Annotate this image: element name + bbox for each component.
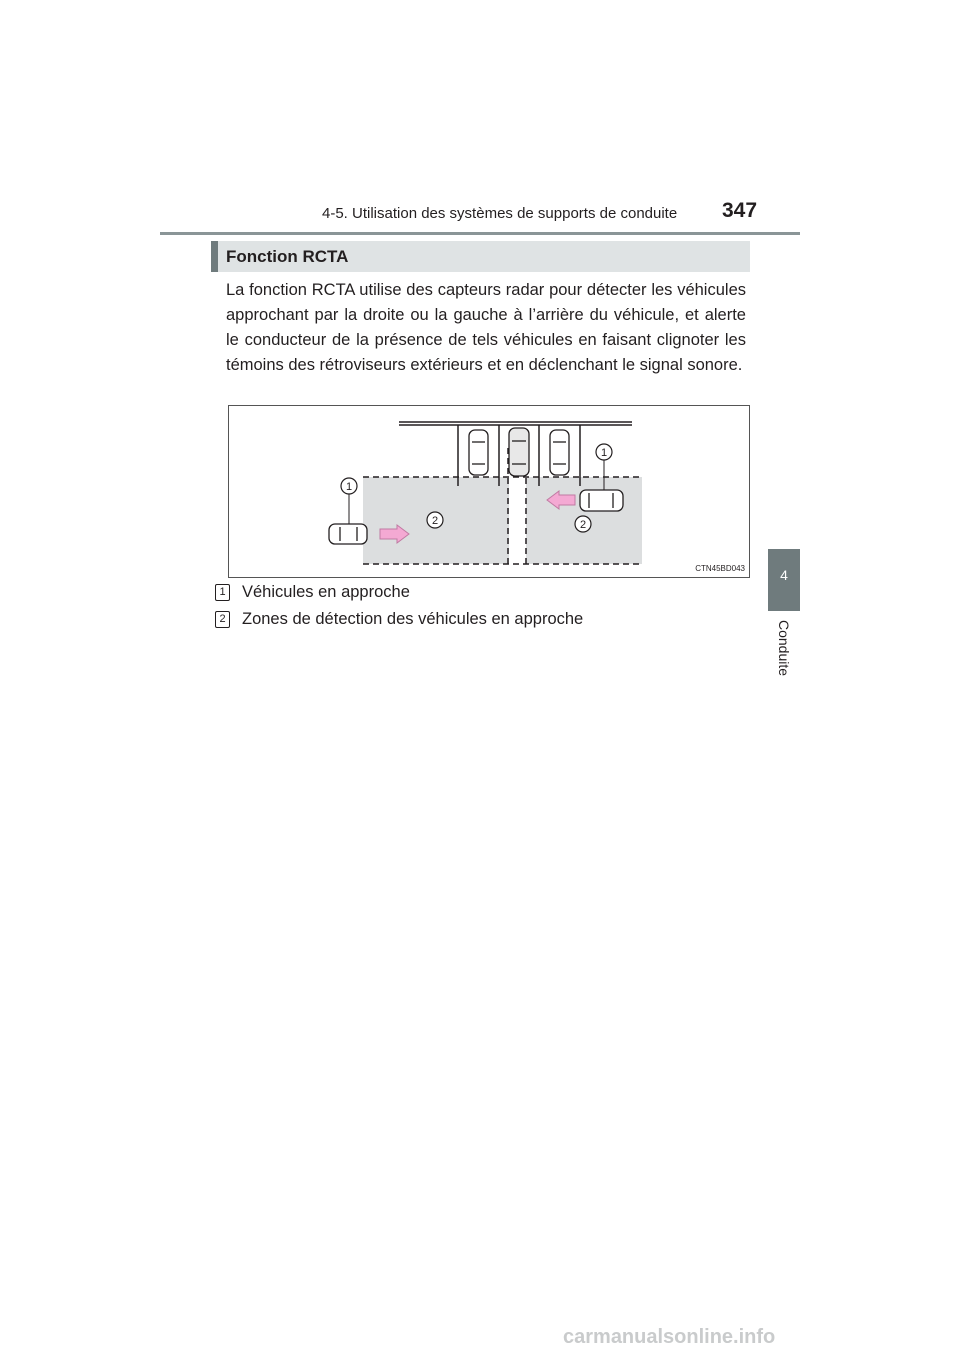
- chapter-tab[interactable]: [768, 549, 800, 611]
- legend-text: Zones de détection des véhicules en approche: [242, 610, 584, 628]
- parked-car: [550, 430, 569, 475]
- chapter-tab-label: Conduite: [776, 619, 792, 677]
- callout-label: 2: [579, 519, 587, 531]
- legend-number: 1: [215, 584, 230, 601]
- callout-label: 2: [431, 515, 439, 527]
- running-header: 4-5. Utilisation des systèmes de supports de conduite: [322, 205, 678, 222]
- parked-car: [509, 428, 529, 476]
- section-body: La fonction RCTA utilise des capteurs radar pour détecter les véhicules approchant par la droite ou la gauche à l’arrière du véhicule, et alerte le conducteur de la présence de tels véhicules en faisant clignoter les témoins des rétroviseurs extérieurs et en déclenchant le signal sonore.: [226, 281, 746, 374]
- legend-number: 2: [215, 611, 230, 628]
- watermark: carmanualsonline.info: [563, 1326, 776, 1348]
- figure-code: CTN45BD043: [695, 564, 745, 573]
- rcta-diagram: [229, 406, 749, 577]
- legend-text: Véhicules en approche: [242, 583, 410, 601]
- rcta-figure: [228, 405, 750, 578]
- callout-label: 1: [345, 481, 353, 493]
- approaching-car-left: [329, 524, 367, 544]
- page-number: 347: [722, 199, 758, 222]
- chapter-tab-number: 4: [780, 567, 788, 583]
- section-title: Fonction RCTA: [226, 247, 349, 266]
- section-heading-bar: [211, 241, 750, 272]
- section-heading-accent: [211, 241, 218, 272]
- parked-car: [469, 430, 488, 475]
- callout-label: 1: [600, 447, 608, 459]
- parked-cars: [469, 428, 569, 476]
- header-rule: [160, 232, 800, 235]
- approaching-car-right: [580, 490, 623, 511]
- legend-item: [215, 583, 410, 602]
- legend-item: [215, 610, 583, 629]
